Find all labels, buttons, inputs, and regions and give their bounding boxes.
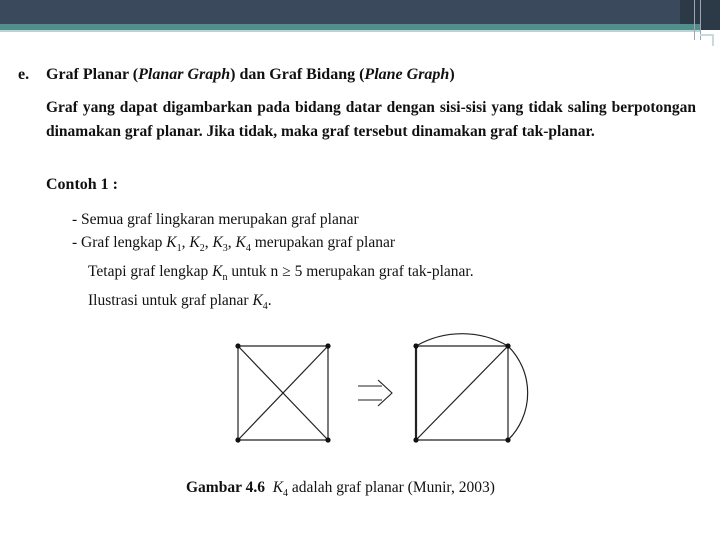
- math-subscript: n: [222, 272, 228, 284]
- math-subscript: 4: [245, 243, 251, 255]
- figure-caption: [186, 479, 495, 499]
- example-line: - Semua graf lingkaran merupakan graf planar: [72, 211, 359, 228]
- math-subscript: 2: [199, 243, 205, 255]
- math-subscript: 1: [176, 243, 182, 255]
- example-text: - Graf lengkap: [72, 234, 167, 251]
- example-text: untuk n ≥ 5 merupakan graf tak-planar.: [227, 263, 474, 281]
- slide-divider-line: [694, 0, 695, 40]
- definition-term: graf tak-planar: [490, 123, 591, 140]
- graph-vertex: [235, 343, 240, 348]
- example-text: .: [267, 292, 272, 310]
- heading-italic: Planar Graph: [138, 66, 231, 83]
- math-k: K: [235, 234, 246, 251]
- example-title: Contoh 1 :: [46, 176, 119, 193]
- graph-vertex: [505, 343, 510, 348]
- example-text: ,: [227, 234, 236, 251]
- example-text: ,: [181, 234, 190, 251]
- section-heading: [18, 66, 455, 84]
- k4-figure: [220, 300, 550, 460]
- definition-text: .: [590, 123, 595, 140]
- graph-vertex: [413, 437, 418, 442]
- section-letter: e.: [18, 66, 30, 83]
- heading-text: ): [449, 66, 455, 83]
- math-subscript: 4: [283, 488, 289, 500]
- example-text: merupakan graf planar: [250, 234, 396, 251]
- graph-vertex: [505, 437, 510, 442]
- math-k: K: [189, 234, 200, 251]
- definition-paragraph: [46, 96, 696, 144]
- caption-text: adalah graf planar (Munir, 2003): [288, 479, 495, 496]
- k4-crossing-graph: [238, 346, 328, 440]
- graph-vertex: [235, 437, 240, 442]
- math-k: K: [272, 479, 284, 496]
- math-k: K: [166, 234, 177, 251]
- math-subscript: 3: [222, 243, 228, 255]
- heading-text: Graf Planar (: [46, 66, 139, 83]
- graph-vertex: [413, 343, 418, 348]
- heading-italic: Plane Graph: [364, 66, 450, 83]
- math-subscript: 4: [262, 301, 268, 313]
- slide-accent-thin-bar: [0, 30, 700, 32]
- graph-vertex: [325, 343, 330, 348]
- math-k: K: [252, 292, 263, 310]
- definition-term: graf planar: [124, 123, 199, 140]
- graph-edge: [416, 334, 528, 440]
- math-k: K: [212, 263, 223, 281]
- heading-text: ) dan Graf Bidang (: [230, 66, 365, 83]
- example-text: ,: [204, 234, 213, 251]
- slide-top-bar: [0, 0, 720, 24]
- example-line: [72, 260, 474, 289]
- example-text: Ilustrasi untuk graf planar: [88, 292, 253, 310]
- definition-text: . Jika tidak, maka graf tersebut dinamakan: [198, 123, 491, 140]
- definition-text: Graf yang dapat digambarkan pada bidang datar dengan sisi-sisi yang tidak saling berpotongan dinamakan: [46, 99, 696, 140]
- slide-corner-mark: [700, 34, 714, 46]
- graph-vertex: [325, 437, 330, 442]
- k4-planar-graph: [416, 334, 528, 440]
- implication-arrow-icon: [358, 380, 392, 406]
- example-line: [72, 231, 474, 260]
- graph-edge: [416, 346, 508, 440]
- example-text: Tetapi graf lengkap: [88, 263, 213, 281]
- math-k: K: [212, 234, 223, 251]
- caption-label: Gambar 4.6: [186, 479, 265, 496]
